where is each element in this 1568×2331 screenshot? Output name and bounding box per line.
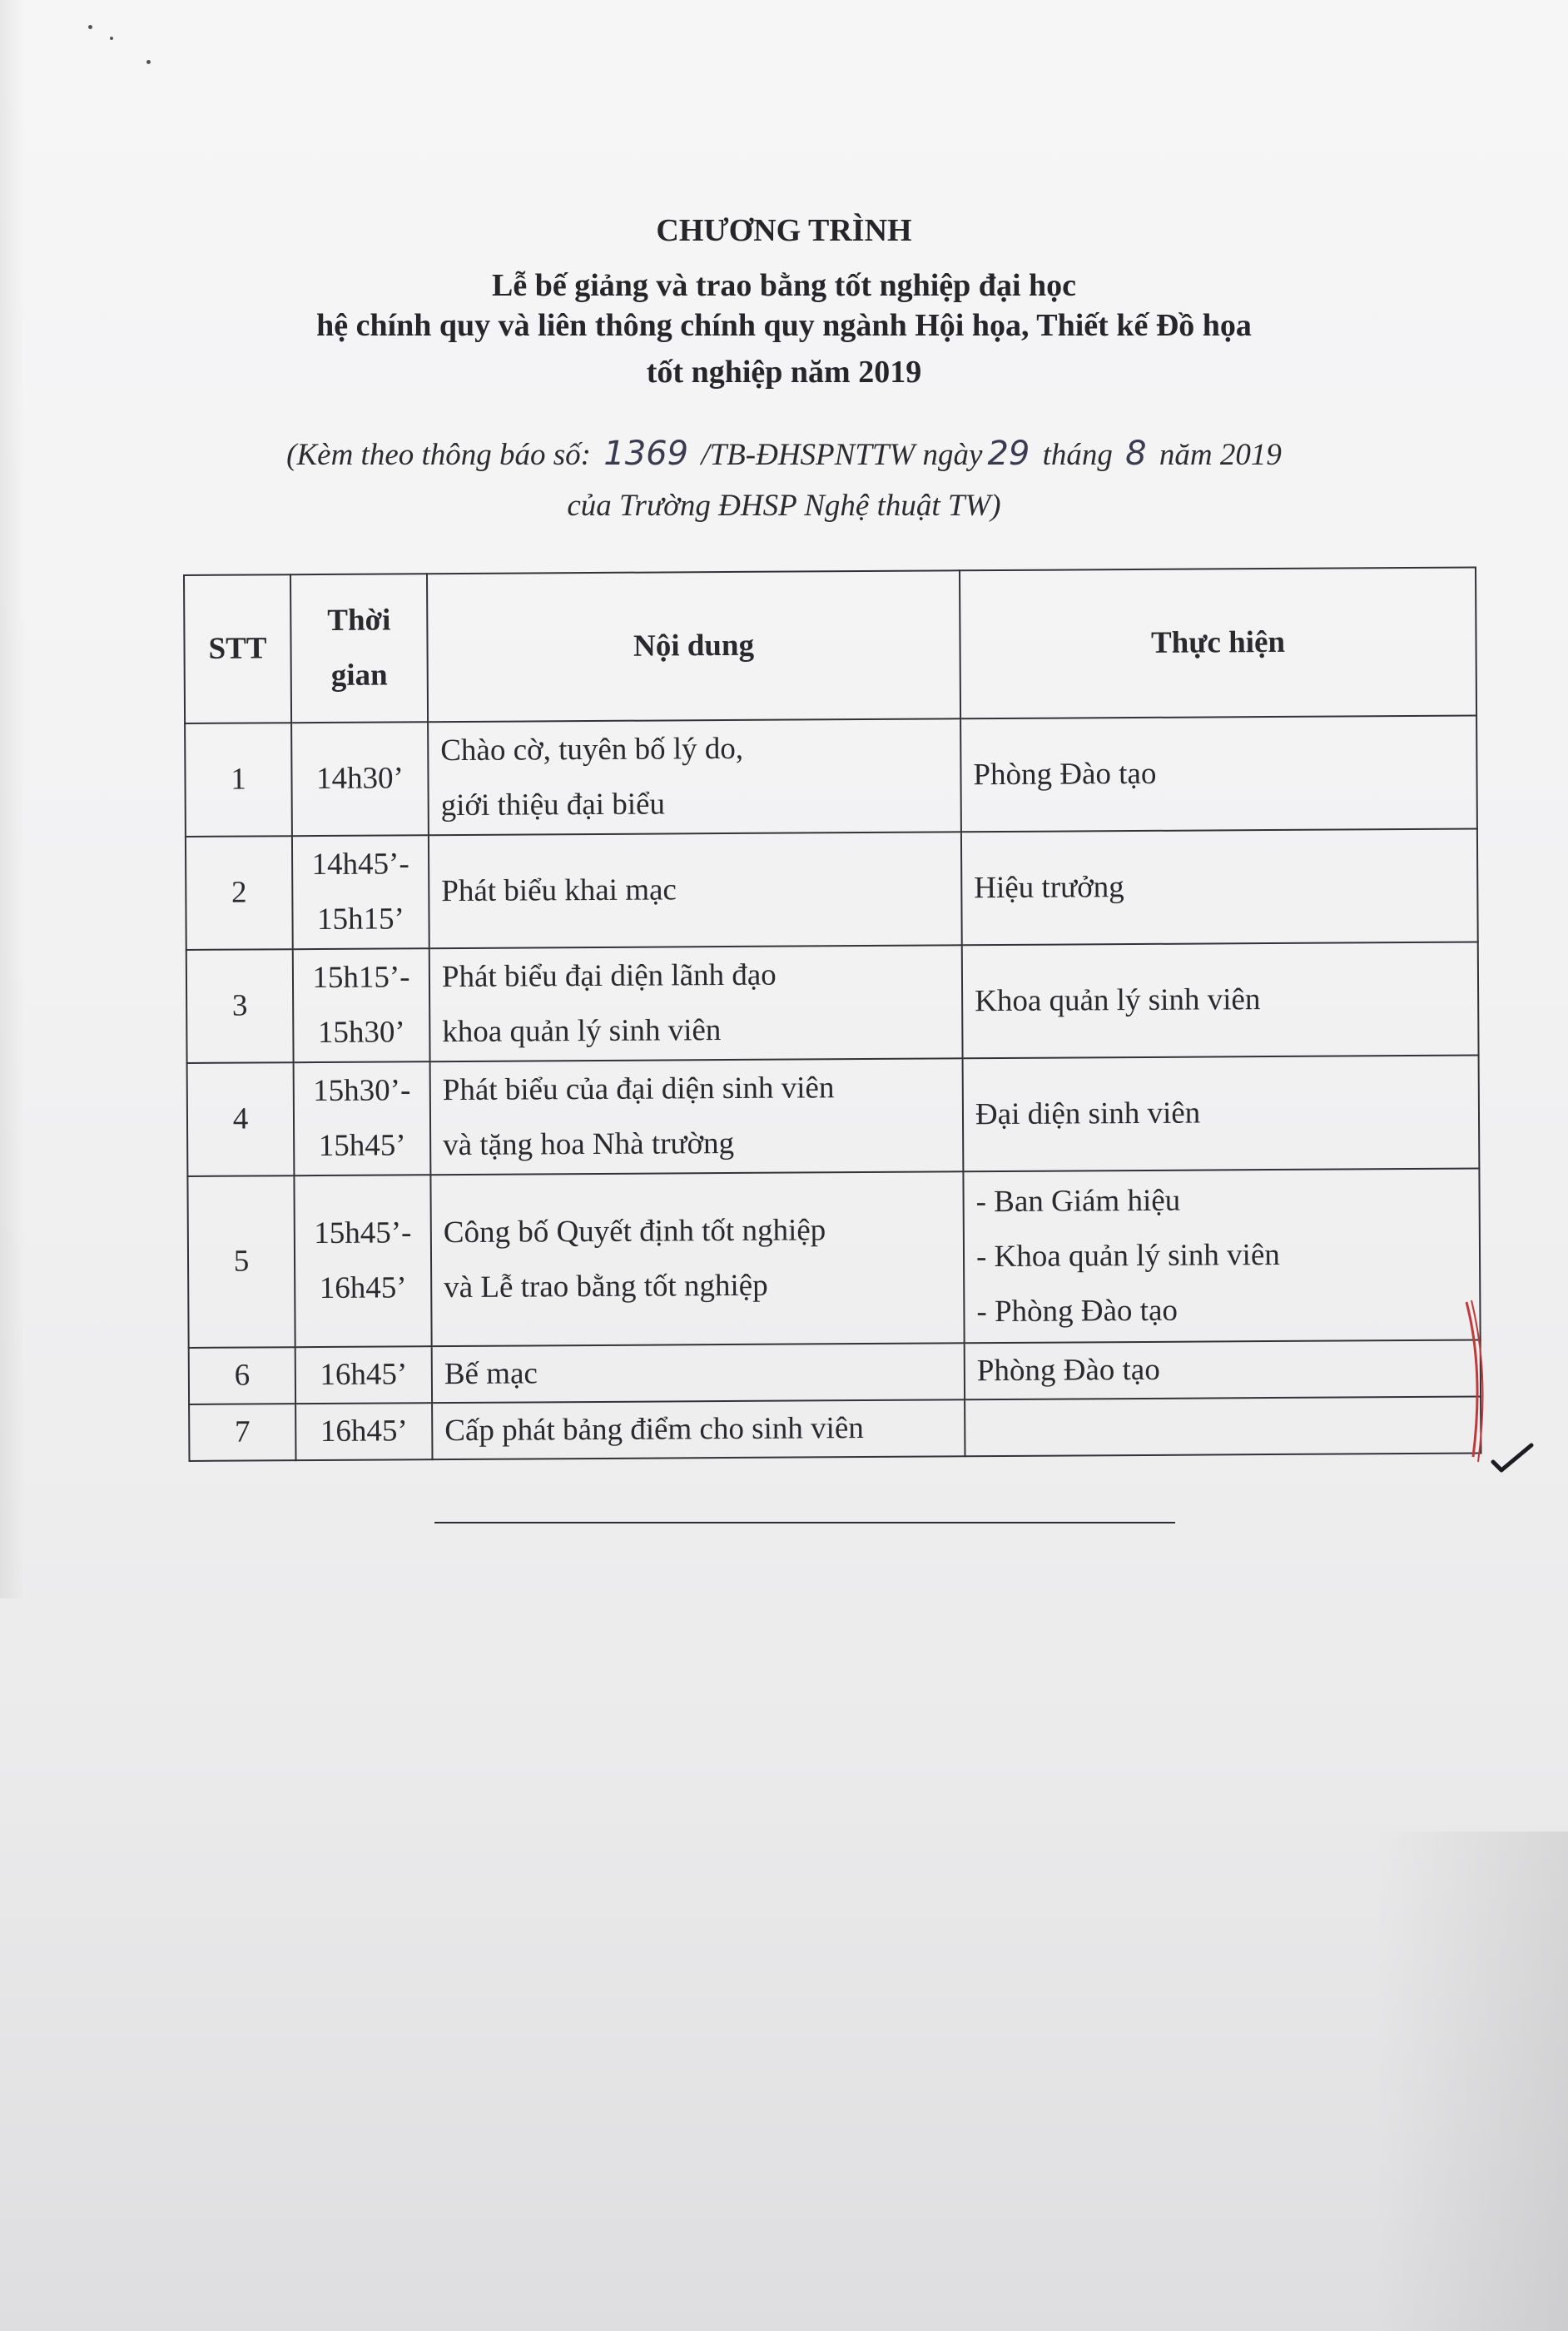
time-line: 15h30’- <box>313 1073 411 1109</box>
content-line: Bế mạc <box>444 1356 538 1392</box>
header-content: Nội dung <box>427 570 960 722</box>
table-row <box>186 942 1479 1063</box>
time-line: 15h15’ <box>316 902 405 937</box>
content-line: Cấp phát bảng điểm cho sinh viên <box>444 1411 864 1449</box>
dust-speck <box>146 60 151 64</box>
row-time <box>294 1175 431 1347</box>
subtitle-line: hệ chính quy và liên thông chính quy ngành Hội họa, Thiết kế Đồ họa <box>316 308 1252 343</box>
time-line: 16h45’ <box>320 1357 408 1393</box>
time-line: 16h45’ <box>319 1270 407 1306</box>
subtitle-line: tốt nghiệp năm 2019 <box>646 355 922 390</box>
table-row <box>189 1339 1481 1404</box>
row-time <box>292 835 429 949</box>
reference-line <box>0 435 1568 473</box>
content-line: Phát biểu khai mạc <box>441 872 677 909</box>
handwritten-month: 8 <box>1125 435 1147 473</box>
content-line: giới thiệu đại biểu <box>440 787 666 823</box>
row-stt: 2 <box>186 836 293 950</box>
row-performer <box>965 1339 1481 1399</box>
page-bottom-shade <box>1373 1832 1568 2331</box>
performer-line: - Khoa quản lý sinh viên <box>975 1237 1280 1275</box>
row-stt: 1 <box>185 723 292 837</box>
header-time-line: Thời <box>327 603 391 638</box>
header-time <box>290 574 428 723</box>
time-line: 14h45’- <box>311 847 409 882</box>
reference-code: /TB-ĐHSPNTTW ngày <box>701 438 983 472</box>
content-line: Chào cờ, tuyên bố lý do, <box>440 731 744 768</box>
subtitle-line: Lễ bế giảng và trao bằng tốt nghiệp đại học <box>491 268 1077 303</box>
content-line: Công bố Quyết định tốt nghiệp <box>443 1213 826 1250</box>
time-line: 14h30’ <box>315 761 404 797</box>
row-performer <box>963 1168 1480 1343</box>
content-line: khoa quản lý sinh viên <box>442 1013 722 1050</box>
handwritten-day: 29 <box>987 435 1030 473</box>
header-time-line: gian <box>330 658 388 693</box>
row-content <box>430 1171 964 1346</box>
row-stt: 7 <box>189 1404 295 1461</box>
performer-line: - Phòng Đào tạo <box>976 1293 1178 1330</box>
row-time <box>295 1346 432 1404</box>
handwritten-number: 1369 <box>603 435 689 473</box>
check-mark-icon <box>1490 1440 1540 1474</box>
reference-year: năm 2019 <box>1159 438 1282 472</box>
row-time <box>295 1403 432 1460</box>
row-stt: 5 <box>187 1175 295 1348</box>
row-content <box>429 832 962 948</box>
table-row <box>187 1056 1480 1176</box>
closing-rule <box>434 1522 1175 1523</box>
schedule-table <box>183 567 1481 1462</box>
performer-line: Đại diện sinh viên <box>975 1096 1201 1132</box>
performer-line: - Ban Giám hiệu <box>975 1183 1181 1220</box>
performer-line: Phòng Đào tạo <box>973 756 1157 793</box>
time-line: 15h45’- <box>314 1215 412 1251</box>
content-line: và tặng hoa Nhà trường <box>443 1126 735 1163</box>
row-content <box>432 1399 965 1459</box>
dust-speck <box>88 25 92 29</box>
row-content <box>429 945 963 1061</box>
performer-line: Phòng Đào tạo <box>976 1352 1160 1389</box>
time-line: 15h45’ <box>318 1128 406 1164</box>
content-line: Phát biểu của đại diện sinh viên <box>442 1071 835 1108</box>
row-performer <box>962 942 1479 1059</box>
table-row <box>187 1168 1480 1347</box>
table-row <box>186 829 1478 950</box>
row-performer <box>965 1396 1481 1456</box>
performer-line: Khoa quản lý sinh viên <box>975 982 1261 1019</box>
time-line: 15h30’ <box>317 1015 405 1051</box>
row-stt: 3 <box>186 949 294 1063</box>
table-header-row <box>184 568 1476 723</box>
content-line: và Lễ trao bằng tốt nghiệp <box>444 1268 768 1305</box>
table-row <box>185 716 1477 837</box>
row-content <box>430 1058 964 1175</box>
row-content <box>432 1343 965 1403</box>
row-performer <box>963 1056 1480 1172</box>
row-time <box>294 1061 431 1175</box>
time-line: 15h15’- <box>312 960 410 996</box>
content-line: Phát biểu đại diện lãnh đạo <box>441 957 777 995</box>
time-line: 16h45’ <box>320 1414 408 1449</box>
row-content <box>428 718 961 835</box>
reference-month-label: tháng <box>1042 438 1113 472</box>
header-stt: STT <box>184 574 291 723</box>
performer-line: Hiệu trưởng <box>974 870 1124 906</box>
row-time <box>291 722 429 836</box>
row-performer <box>960 716 1477 832</box>
row-performer <box>961 829 1478 946</box>
row-stt: 4 <box>187 1062 295 1176</box>
table-row <box>189 1396 1481 1460</box>
reference-line-2: của Trường ĐHSP Nghệ thuật TW) <box>567 489 1001 523</box>
dust-speck <box>110 37 113 40</box>
row-time <box>293 948 430 1062</box>
row-stt: 6 <box>189 1347 295 1404</box>
reference-prefix: (Kèm theo thông báo số: <box>286 438 592 472</box>
header-performer: Thực hiện <box>960 568 1476 719</box>
document-title: CHƯƠNG TRÌNH <box>656 213 912 248</box>
